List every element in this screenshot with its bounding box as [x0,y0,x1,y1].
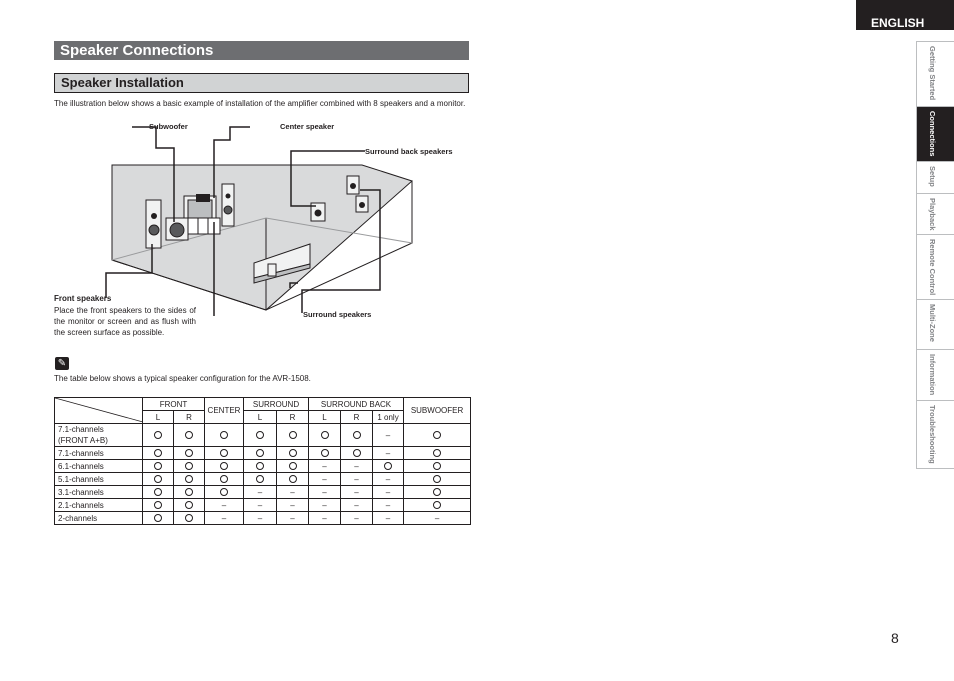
circle-icon [433,431,441,439]
section-title: Speaker Installation [54,73,469,93]
side-tab-label: Setup [928,166,937,187]
used-circle-cell [205,424,244,447]
front-speakers-description: Place the front speakers to the sides of the monitor or screen and as flush with the screen surface as possible. [54,306,196,337]
used-circle-cell [244,447,277,460]
circle-icon [289,475,297,483]
unused-dash-cell: – [373,499,404,512]
used-circle-cell [341,424,373,447]
used-circle-cell [244,460,277,473]
circle-icon [220,475,228,483]
unused-dash-cell: – [277,512,309,525]
circle-icon [433,462,441,470]
unused-dash-cell: – [244,486,277,499]
side-tab-multi-zone[interactable] [916,299,954,349]
circle-icon [154,514,162,522]
used-circle-cell [174,499,205,512]
unused-dash-cell: – [404,512,471,525]
circle-icon [353,449,361,457]
table-body [55,424,471,525]
page-number: 8 [891,630,899,646]
unused-dash-cell: – [244,512,277,525]
used-circle-cell [205,473,244,486]
used-circle-cell [277,460,309,473]
used-circle-cell [404,486,471,499]
unused-dash-cell: – [244,499,277,512]
table-row [55,473,471,486]
unused-dash-cell: – [341,499,373,512]
unused-dash-cell: – [309,473,341,486]
used-circle-cell [143,424,174,447]
surround-label: Surround speakers [303,310,372,319]
header-surround-back-one: 1 only [373,411,404,424]
header-surround: SURROUND [244,398,309,411]
row-label: 2-channels [55,512,143,525]
side-tab-setup[interactable] [916,161,954,193]
used-circle-cell [174,460,205,473]
circle-icon [353,431,361,439]
used-circle-cell [174,447,205,460]
header-surround-back: SURROUND BACK [309,398,404,411]
table-row [55,447,471,460]
table-row [55,424,471,447]
unused-dash-cell: – [309,512,341,525]
used-circle-cell [174,473,205,486]
circle-icon [185,449,193,457]
speaker-config-table [54,397,471,525]
circle-icon [154,431,162,439]
header-surround-back-r: R [341,411,373,424]
circle-icon [220,449,228,457]
page-title: Speaker Connections [54,41,469,60]
side-tab-label: Multi-Zone [928,304,937,342]
row-label: 7.1-channels [55,447,143,460]
header-front-r: R [174,411,205,424]
row-label: 7.1-channels (FRONT A+B) [55,424,143,447]
used-circle-cell [373,460,404,473]
used-circle-cell [244,473,277,486]
side-tab-label: Connections [928,111,937,157]
header-subwoofer: SUBWOOFER [404,398,471,424]
unused-dash-cell: – [277,499,309,512]
unused-dash-cell: – [373,473,404,486]
circle-icon [220,431,228,439]
unused-dash-cell: – [277,486,309,499]
language-tab[interactable]: ENGLISH [856,0,954,30]
unused-dash-cell: – [341,486,373,499]
used-circle-cell [277,447,309,460]
unused-dash-cell: – [309,499,341,512]
circle-icon [154,462,162,470]
used-circle-cell [174,424,205,447]
used-circle-cell [404,447,471,460]
used-circle-cell [174,512,205,525]
circle-icon [185,488,193,496]
used-circle-cell [205,447,244,460]
circle-icon [289,462,297,470]
circle-icon [185,475,193,483]
front-left-speaker [146,200,161,248]
header-surround-r: R [277,411,309,424]
used-circle-cell [205,460,244,473]
circle-icon [384,462,392,470]
center-speaker-label: Center speaker [280,122,335,131]
side-tab-remote-control[interactable] [916,234,954,299]
used-circle-cell [143,512,174,525]
used-circle-cell [205,486,244,499]
used-circle-cell [341,447,373,460]
circle-icon [256,431,264,439]
table-row [55,486,471,499]
unused-dash-cell: – [309,486,341,499]
front-right-speaker [222,184,234,226]
header-center: CENTER [205,398,244,424]
used-circle-cell [277,473,309,486]
circle-icon [220,462,228,470]
header-surround-back-l: L [309,411,341,424]
used-circle-cell [143,499,174,512]
used-circle-cell [143,473,174,486]
surround-right-speaker [356,196,368,212]
used-circle-cell [143,460,174,473]
surround-back-label: Surround back speakers [365,147,453,156]
side-tab-troubleshooting[interactable] [916,400,954,469]
side-tab-playback[interactable] [916,193,954,234]
side-tab-getting-started[interactable] [916,41,954,106]
subwoofer [166,218,188,240]
used-circle-cell [309,424,341,447]
row-label: 6.1-channels [55,460,143,473]
diagonal-line [55,398,143,422]
row-label: 5.1-channels [55,473,143,486]
av-rack [188,218,220,234]
unused-dash-cell: – [373,486,404,499]
center-speaker [196,194,210,202]
used-circle-cell [143,447,174,460]
circle-icon [154,449,162,457]
unused-dash-cell: – [373,424,404,447]
circle-icon [321,449,329,457]
used-circle-cell [143,486,174,499]
circle-icon [289,449,297,457]
used-circle-cell [404,424,471,447]
circle-icon [185,462,193,470]
table-row [55,499,471,512]
circle-icon [256,449,264,457]
used-circle-cell [404,473,471,486]
row-label: 3.1-channels [55,486,143,499]
unused-dash-cell: – [341,512,373,525]
unused-dash-cell: – [341,473,373,486]
intro-paragraph: The illustration below shows a basic example of installation of the amplifier combined with 8 speakers and a monitor. [54,99,466,108]
used-circle-cell [404,499,471,512]
unused-dash-cell: – [373,447,404,460]
side-tab-information[interactable] [916,349,954,400]
circle-icon [185,431,193,439]
table-row [55,512,471,525]
used-circle-cell [404,460,471,473]
side-tab-label: Information [928,354,937,396]
circle-icon [154,501,162,509]
used-circle-cell [174,486,205,499]
note-text: The table below shows a typical speaker configuration for the AVR-1508. [54,374,311,383]
table-row [55,460,471,473]
circle-icon [433,449,441,457]
pencil-note-icon: ✎ [55,357,69,370]
circle-icon [185,514,193,522]
circle-icon [154,488,162,496]
side-tab-label: Playback [928,198,937,231]
used-circle-cell [244,424,277,447]
unused-dash-cell: – [205,499,244,512]
header-front: FRONT [143,398,205,411]
subwoofer-label: Subwoofer [149,122,188,131]
circle-icon [220,488,228,496]
front-speakers-title: Front speakers [54,294,112,303]
unused-dash-cell: – [373,512,404,525]
circle-icon [433,475,441,483]
side-tab-label: Getting Started [928,46,937,101]
header-front-l: L [143,411,174,424]
circle-icon [433,501,441,509]
header-surround-l: L [244,411,277,424]
used-circle-cell [309,447,341,460]
surround-back-speaker [347,176,359,194]
side-tab-label: Remote Control [928,239,937,296]
circle-icon [321,431,329,439]
row-label: 2.1-channels [55,499,143,512]
used-circle-cell [277,424,309,447]
corner-cell [55,398,143,424]
circle-icon [289,431,297,439]
circle-icon [256,475,264,483]
unused-dash-cell: – [309,460,341,473]
circle-icon [433,488,441,496]
side-tab-label: Troubleshooting [928,405,937,464]
circle-icon [185,501,193,509]
unused-dash-cell: – [205,512,244,525]
unused-dash-cell: – [341,460,373,473]
side-tab-connections[interactable] [916,106,954,161]
circle-icon [154,475,162,483]
circle-icon [256,462,264,470]
